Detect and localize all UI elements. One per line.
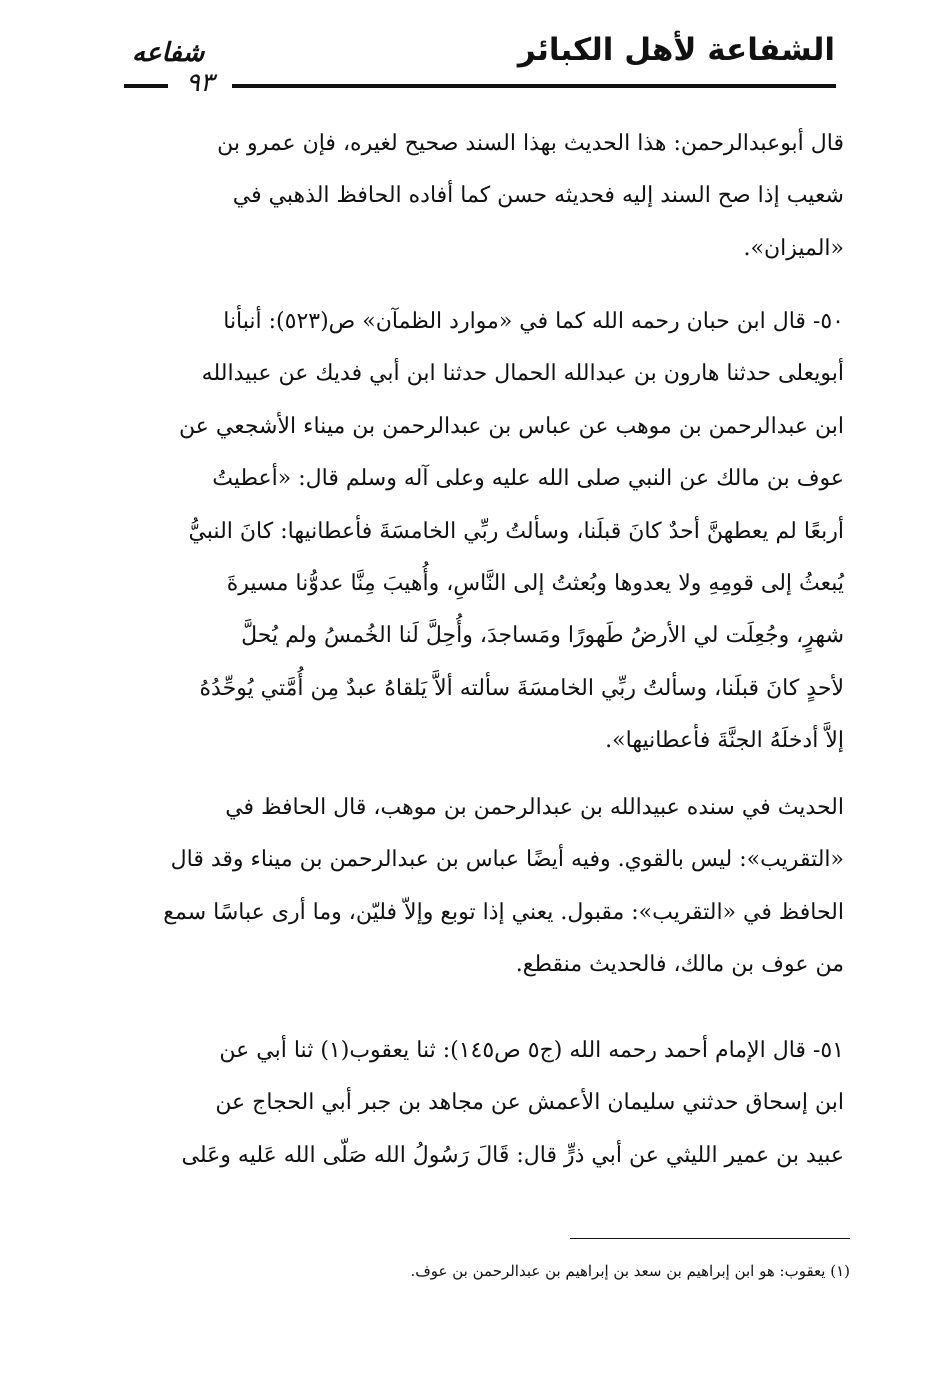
text-line: الحديث في سنده عبيدالله بن عبدالرحمن بن موهب، قال الحافظ في (225, 795, 844, 820)
header-title: الشفاعة لأهل الكبائر (517, 32, 835, 68)
text-line: لأحدٍ كانَ قبلَنا، وسألتُ ربِّي الخامسَةَ سألته ألاَّ يَلقاهُ عبدٌ مِن أُمَّتي يُوحِّدُهُ (199, 675, 844, 701)
text-line: أربعًا لم يعطهنَّ أحدٌ كانَ قبلَنا، وسألتُ ربِّي الخامسَةَ فأعطانيها: كانَ النبيُّ (188, 518, 844, 544)
text-line: عوف بن مالك عن النبي صلى الله عليه وعلى آله وسلم قال: «أعطيتُ (212, 466, 844, 492)
header-rule-right (232, 84, 836, 88)
paragraph-hadith-50 (124, 296, 844, 768)
footnote: (١) يعقوب: هو ابن إبراهيم بن سعد بن إبراهيم بن عبدالرحمن بن عوف. (410, 1262, 850, 1280)
text-line: شهرٍ، وجُعِلَت لي الأرضُ طَهورًا ومَساجدَ، وأُحِلَّ لَنا الخُمسُ ولم يُحلَّ (241, 623, 844, 649)
text-line: يُبعثُ إلى قومِهِ ولا يعدوها وبُعثتُ إلى النَّاسِ، وأُهيبَ مِنَّا عدوُّنا مسيرةَ (226, 570, 844, 596)
text-line: عبيد بن عمير الليثي عن أبي ذرٍّ قال: قَالَ رَسُولُ الله صَلّى الله عَليه وعَلى (181, 1142, 844, 1168)
header-rule-left (124, 84, 168, 88)
text-line: شعيب إذا صح السند إليه فحديثه حسن كما أفاده الحافظ الذهبي في (232, 183, 844, 209)
text-line: قال أبوعبدالرحمن: هذا الحديث بهذا السند صحيح لغيره، فإن عمرو بن (217, 131, 844, 156)
text-line: الحافظ في «التقريب»: مقبول. يعني إذا توبع وإلاّ فليّن، وما أرى عباسًا سمع (163, 899, 844, 925)
text-line: ٥١- قال الإمام أحمد رحمه الله (ج٥ ص١٤٥): ثنا يعقوب(١) ثنا أبي عن (219, 1038, 844, 1063)
paragraph-hadith-51 (124, 1025, 844, 1182)
text-line: ابن عبدالرحمن بن موهب عن عباس بن عبدالرحمن بن ميناء الأشجعي عن (179, 413, 844, 439)
paragraph-commentary (124, 782, 844, 992)
text-line: أبويعلى حدثنا هارون بن عبدالله الحمال حدثنا ابن أبي فديك عن عبيدالله (201, 361, 844, 387)
footnote-separator (570, 1238, 850, 1239)
text-line: ابن إسحاق حدثني سليمان الأعمش عن مجاهد بن جبر أبي الحجاج عن (215, 1090, 844, 1116)
text-line: من عوف بن مالك، فالحديث منقطع. (515, 952, 844, 978)
text-line: إلاَّ أدخلَهُ الجنَّةَ فأعطانيها». (605, 728, 844, 754)
header-handwriting: شفاعه (132, 38, 205, 68)
text-line: «التقريب»: ليس بالقوي. وفيه أيضًا عباس بن عبدالرحمن بن ميناء وقد قال (170, 847, 844, 873)
page-number: ٩٣ (186, 68, 214, 98)
text-line: «الميزان». (743, 235, 844, 261)
paragraph-intro (124, 118, 844, 275)
text-line: ٥٠- قال ابن حبان رحمه الله كما في «موارد الظمآن» ص(٥٢٣): أنبأنا (223, 309, 844, 334)
